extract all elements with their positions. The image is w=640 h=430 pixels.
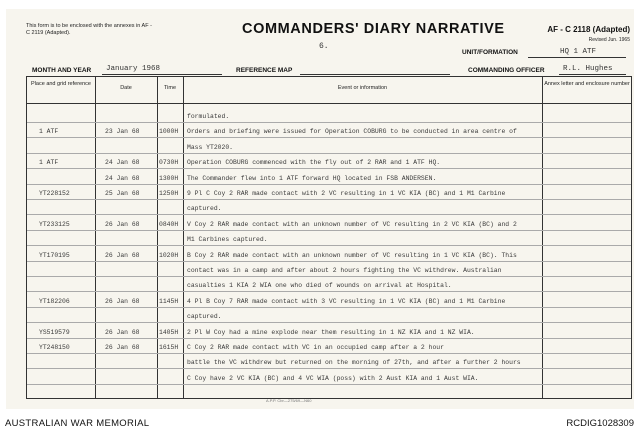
form-revision: Revised Jun. 1965 (588, 37, 630, 43)
table-row-time: 1615H (159, 344, 179, 351)
row-rule (27, 168, 631, 169)
row-rule (27, 153, 631, 154)
table-row-place: YT233125 (39, 220, 70, 228)
column-header-event: Event or information (337, 85, 388, 91)
table-row-event: battle the VC withdrew but returned on the morning of 27th, and after a further 2 hours (187, 359, 521, 367)
table-row-place: 1 ATF (39, 128, 59, 136)
row-rule (27, 230, 631, 231)
row-rule (27, 338, 631, 339)
table-row-event: 4 Pl B Coy 7 RAR made contact with 3 VC resulting in 1 VC KIA (BC) and 1 M1 Carbine (187, 297, 506, 305)
row-rule (27, 137, 631, 138)
table-row-event: contact was in a camp and after about 2 hours fighting the VC withdrew. Australian (187, 267, 502, 274)
table-row-time: 1020H (159, 251, 179, 259)
row-rule (27, 184, 631, 185)
reference-map-label: REFERENCE MAP (236, 67, 293, 74)
row-rule (27, 276, 631, 277)
table-row-time: 0730H (159, 159, 179, 167)
table-row-date: 24 Jan 68 (105, 159, 140, 167)
table-row-place: YT170195 (39, 251, 70, 259)
column-divider (183, 77, 184, 398)
row-rule (27, 199, 631, 200)
table-row-place: YT248150 (39, 344, 70, 351)
table-row-event: B Coy 2 RAR made contact with an unknown number of VC resulting in 1 VC KIA (BC). This (187, 251, 517, 259)
table-row-time: 1145H (159, 297, 179, 305)
table-row-event: C Coy have 2 VC KIA (BC) and 4 VC WIA (poss) with 2 Aust KIA and 1 Aust WIA. (187, 374, 479, 382)
commanding-officer-underline (559, 74, 626, 75)
page-title: COMMANDERS' DIARY NARRATIVE (242, 21, 505, 37)
table-row-time: 1300H (159, 174, 179, 182)
row-rule (27, 368, 631, 369)
row-rule (27, 245, 631, 246)
archive-name: AUSTRALIAN WAR MEMORIAL (5, 418, 150, 429)
column-divider (542, 77, 543, 398)
month-underline (102, 74, 222, 75)
table-row-place: YT228152 (39, 190, 70, 197)
table-row-date: 26 Jan 68 (105, 328, 140, 336)
table-row-event: captured. (187, 313, 222, 321)
print-footnote: A.P.P. Cbr—275/69—N60 (266, 398, 312, 403)
table-row-date: 23 Jan 68 (105, 128, 140, 136)
unit-value: HQ 1 ATF (560, 48, 597, 56)
table-row-event: Operation COBURG commenced with the fly out of 2 RAR and 1 ATF HQ. (187, 159, 441, 167)
table-row-time: 1405H (159, 328, 179, 336)
row-rule (27, 122, 631, 123)
archive-reference: RCDIG1028309 (566, 418, 634, 429)
row-rule (27, 291, 631, 292)
column-divider (95, 77, 96, 398)
reference-map-underline (300, 74, 450, 75)
table-row-event: Orders and briefing were issued for Operation COBURG to be conducted in area centre of (187, 128, 517, 136)
table-row-event: V Coy 2 RAR made contact with an unknown number of VC resulting in 2 VC KIA (BC) and 2 (187, 220, 517, 228)
column-header-time: Time (163, 85, 177, 91)
table-row-event: formulated. (187, 113, 230, 120)
table-row-date: 26 Jan 68 (105, 220, 140, 228)
month-value: January 1968 (106, 65, 161, 73)
table-row-time: 0840H (159, 220, 179, 228)
unit-underline (528, 57, 626, 58)
commanding-officer-value: R.L. Hughes (563, 65, 613, 73)
table-row-event: M1 Carbines captured. (187, 236, 268, 244)
table-row-event: 2 Pl W Coy had a mine explode near them resulting in 1 NZ KIA and 1 NZ WIA. (187, 328, 475, 336)
table-row-event: captured. (187, 205, 222, 213)
table-row-time: 1250H (159, 190, 179, 197)
row-rule (27, 261, 631, 262)
column-header-annex: Annex letter and enclosure number (544, 81, 630, 87)
table-row-date: 25 Jan 68 (105, 190, 140, 197)
table-row-time: 1000H (159, 128, 179, 136)
page-number: 6. (319, 42, 329, 51)
table-row-event: 9 Pl C Coy 2 RAR made contact with 2 VC resulting in 1 VC KIA (BC) and 1 M1 Carbine (187, 190, 506, 197)
unit-label: UNIT/FORMATION (462, 49, 518, 56)
table-row-event: C Coy 2 RAR made contact with VC in an occupied camp after a 2 hour (187, 344, 444, 351)
table-row-event: Mass YT2020. (187, 143, 234, 151)
table-row-event: The Commander flew into 1 ATF forward HQ located in FSB ANDERSEN. (187, 174, 437, 182)
column-header-date: Date (120, 85, 132, 91)
diary-sheet (6, 9, 634, 409)
narrative-table (26, 76, 632, 399)
month-label: MONTH AND YEAR (32, 67, 92, 74)
row-rule (27, 307, 631, 308)
table-row-date: 26 Jan 68 (105, 344, 140, 351)
enclosure-note: This form is to be enclosed with the annexes in AF - C 2119 (Adapted). (26, 23, 152, 36)
column-divider (157, 77, 158, 398)
table-row-event: casualties 1 KIA 2 WIA one who died of wounds on arrival at Hospital. (187, 282, 452, 290)
header-divider (27, 103, 631, 104)
row-rule (27, 322, 631, 323)
form-id: AF - C 2118 (Adapted) (547, 25, 630, 34)
table-row-date: 26 Jan 68 (105, 297, 140, 305)
table-row-place: YT182206 (39, 297, 70, 305)
table-row-date: 26 Jan 68 (105, 251, 140, 259)
table-row-place: 1 ATF (39, 159, 59, 167)
column-header-place: Place and grid reference (31, 81, 91, 87)
row-rule (27, 384, 631, 385)
row-rule (27, 214, 631, 215)
commanding-officer-label: COMMANDING OFFICER (468, 67, 545, 74)
table-row-place: YS519579 (39, 328, 70, 336)
table-row-date: 24 Jan 68 (105, 174, 140, 182)
row-rule (27, 353, 631, 354)
